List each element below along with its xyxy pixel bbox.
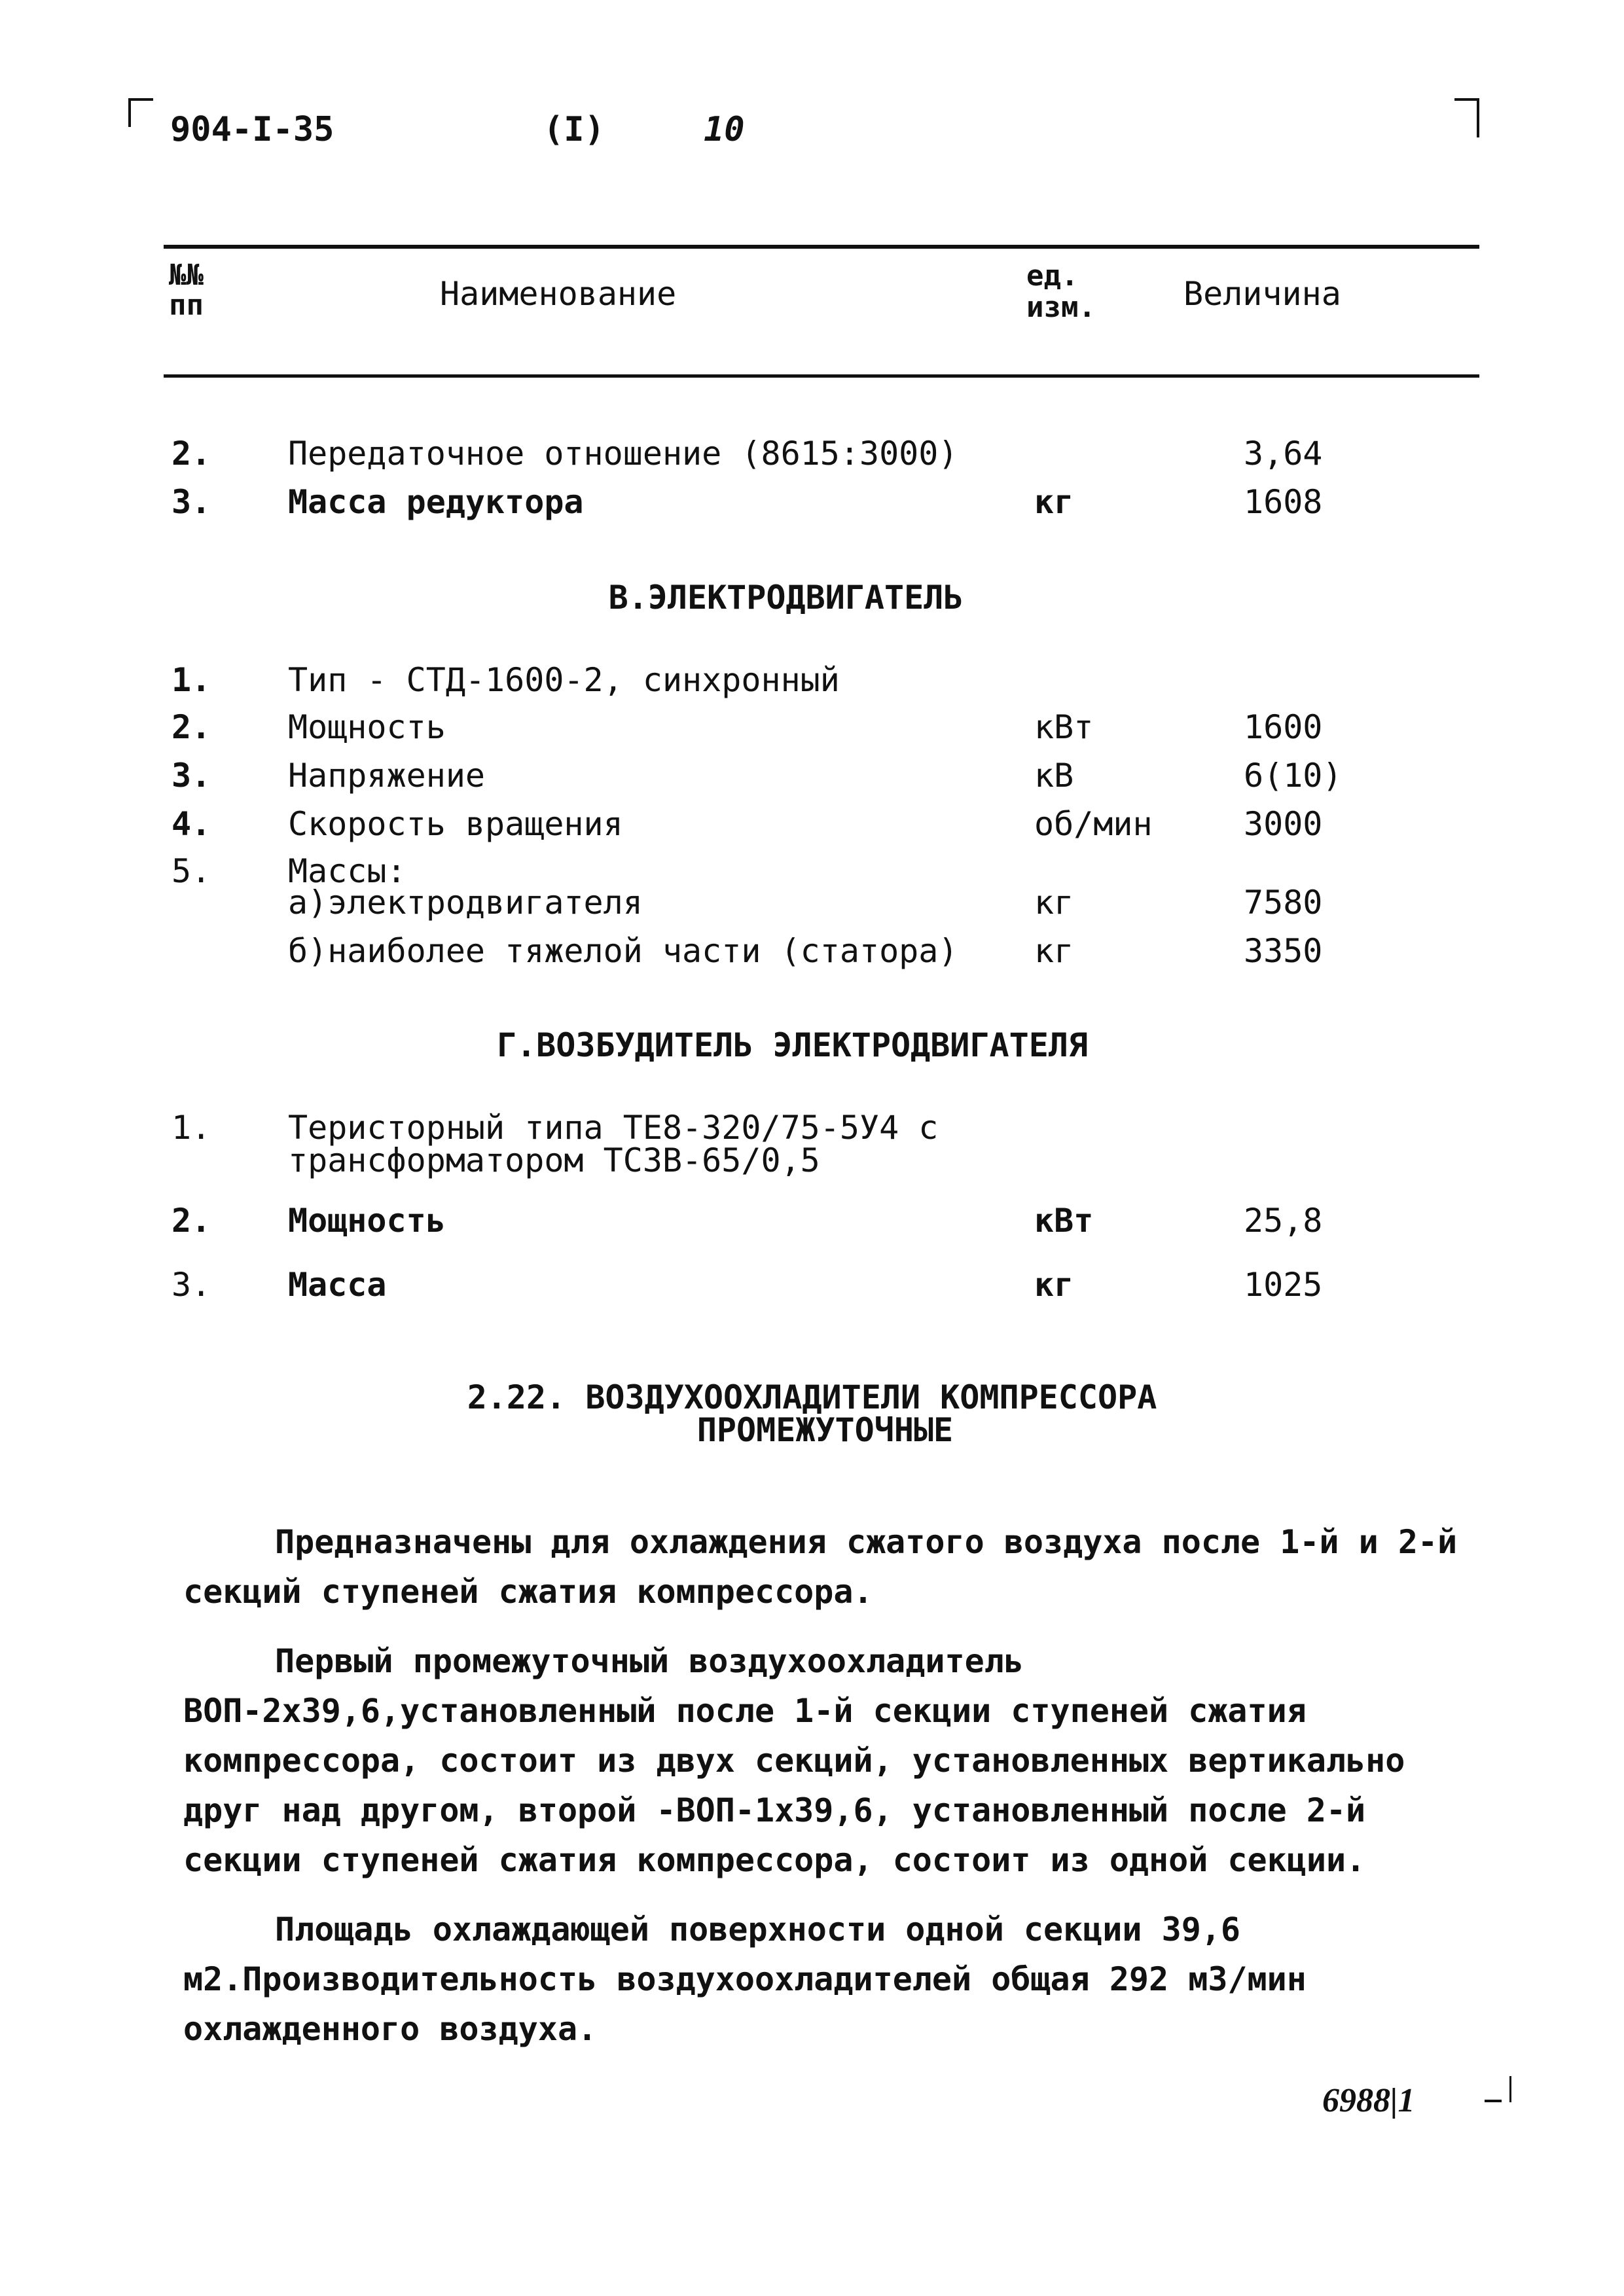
table-row: [0, 661, 1624, 700]
row-number: 3.: [171, 757, 211, 795]
row-unit: кВт: [1034, 1202, 1094, 1240]
sheet-number: 10: [704, 110, 745, 149]
row-name: трансформатором ТСЗВ-65/0,5: [288, 1141, 820, 1179]
row-value: 7580: [1244, 884, 1323, 922]
document-part: (I): [543, 110, 605, 149]
row-value: 3350: [1244, 932, 1323, 970]
row-name: Мощность: [288, 708, 446, 746]
footer-mark: [1485, 2100, 1502, 2102]
table-row: [0, 1141, 1624, 1181]
row-unit: кВ: [1034, 757, 1074, 795]
table-row: [0, 1202, 1624, 1241]
table-row: [0, 708, 1624, 747]
section-heading-coolers-line2: ПРОМЕЖУТОЧНЫЕ: [696, 1411, 954, 1449]
row-number: 2.: [171, 708, 211, 746]
row-number: 3.: [171, 1266, 211, 1304]
row-number: 3.: [171, 483, 211, 521]
row-unit: кг: [1034, 1266, 1074, 1304]
row-value: 25,8: [1244, 1202, 1323, 1240]
row-unit: кг: [1034, 932, 1074, 970]
row-name: Передаточное отношение (8615:3000): [288, 435, 958, 473]
section-title-motor: В.ЭЛЕКТРОДВИГАТЕЛЬ: [608, 579, 964, 617]
document-code: 904-I-35: [170, 110, 334, 149]
paragraph: Предназначены для охлаждения сжатого воздуха после 1-й и 2-й секций ступеней сжатия компрессора.: [183, 1523, 1458, 1611]
row-name: Массы:: [288, 852, 406, 890]
row-number: 1.: [171, 661, 211, 699]
column-header-name: Наименование: [440, 275, 677, 313]
row-name: Теристорный типа ТЕ8-320/75-5У4 с: [288, 1109, 939, 1147]
column-header-unit: ед. изм.: [1026, 259, 1096, 324]
row-name: Тип - СТД-1600-2, синхронный: [288, 661, 840, 699]
row-number: 4.: [171, 805, 211, 843]
section-title-exciter: Г.ВОЗБУДИТЕЛЬ ЭЛЕКТРОДВИГАТЕЛЯ: [496, 1026, 1089, 1064]
row-unit: кВт: [1034, 708, 1094, 746]
column-header-value: Величина: [1183, 275, 1341, 313]
table-header-rule: [164, 374, 1479, 378]
footer-mark-tick: [1509, 2076, 1511, 2102]
table-row: [0, 483, 1624, 522]
archive-stamp: 6988|1: [1322, 2082, 1415, 2119]
row-name: Скорость вращения: [288, 805, 623, 843]
paragraph: Первый промежуточный воздухоохладитель ВОП-2х39,6,установленный после 1-й секции ступеней сжатия компрессора, состоит из двух секций, установленных вертикально друг над другом, второй -ВОП-1х39,6, установленный после 2-й секции ступеней сжатия компрессора, состоит из одной секции.: [183, 1642, 1405, 1879]
row-number: 2.: [171, 1202, 211, 1240]
row-value: 1600: [1244, 708, 1323, 746]
section-heading-coolers: 2.22. ВОЗДУХООХЛАДИТЕЛИ КОМПРЕССОРА: [467, 1378, 1157, 1416]
row-number: 1.: [171, 1109, 211, 1147]
row-name: б)наиболее тяжелой части (статора): [288, 932, 958, 970]
paragraph: Площадь охлаждающей поверхности одной секции 39,6 м2.Производительность воздухоохладителей общая 292 м3/мин охлажденного воздуха.: [183, 1910, 1307, 2048]
corner-mark-top-right: [1454, 98, 1479, 137]
table-row: [0, 757, 1624, 796]
row-number: 2.: [171, 435, 211, 473]
table-row: [0, 435, 1624, 474]
body-text: [183, 1517, 1466, 2073]
row-value: 6(10): [1244, 757, 1343, 795]
row-unit: об/мин: [1034, 805, 1153, 843]
row-number: 5.: [171, 852, 211, 890]
row-unit: кг: [1034, 884, 1074, 922]
row-name: Масса: [288, 1266, 387, 1304]
row-value: 1608: [1244, 483, 1323, 521]
row-name: а)электродвигателя: [288, 884, 643, 922]
row-value: 1025: [1244, 1266, 1323, 1304]
table-top-rule: [164, 245, 1479, 249]
row-name: Мощность: [288, 1202, 446, 1240]
corner-mark-top-left: [128, 98, 153, 127]
table-row: [0, 1266, 1624, 1305]
row-value: 3,64: [1244, 435, 1323, 473]
row-value: 3000: [1244, 805, 1323, 843]
row-unit: кг: [1034, 483, 1074, 521]
table-row: [0, 884, 1624, 923]
table-row: [0, 805, 1624, 844]
table-row: [0, 932, 1624, 971]
row-name: Масса редуктора: [288, 483, 584, 521]
column-header-number: №№ пп: [169, 259, 204, 322]
row-name: Напряжение: [288, 757, 486, 795]
